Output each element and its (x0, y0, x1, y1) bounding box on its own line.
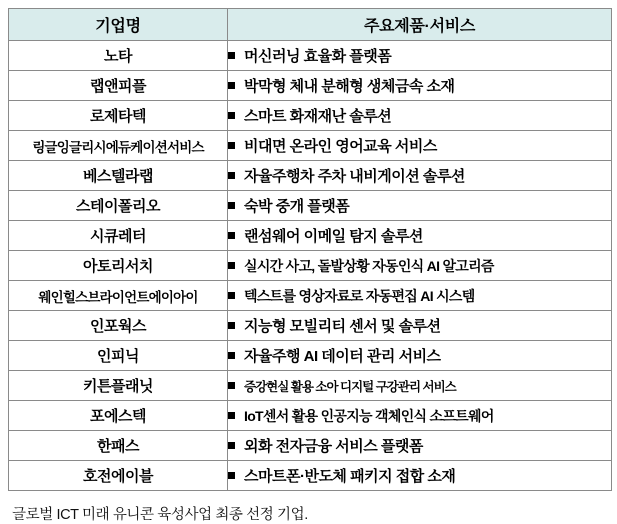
product-text: 외화 전자금융 서비스 플랫폼 (244, 438, 423, 455)
bullet-icon (228, 472, 235, 479)
bullet-icon (228, 112, 235, 119)
cell-product-service (228, 281, 612, 311)
product-text: 스마트폰·반도체 패키지 접합 소재 (244, 468, 456, 485)
cell-product-service (228, 311, 612, 341)
table-body (9, 41, 612, 491)
table-row (9, 161, 612, 191)
table-row (9, 41, 612, 71)
product-text: 비대면 온라인 영어교육 서비스 (244, 138, 437, 155)
cell-company-name: 키튼플래닛 (9, 371, 228, 401)
cell-product-service (228, 221, 612, 251)
cell-company-name: 시큐레터 (9, 221, 228, 251)
cell-product-service (228, 341, 612, 371)
table-row (9, 461, 612, 491)
cell-product-service (228, 41, 612, 71)
bullet-icon (228, 142, 235, 149)
product-text: 랜섬웨어 이메일 탐지 솔루션 (244, 228, 423, 245)
bullet-icon (228, 262, 235, 269)
bullet-icon (228, 352, 235, 359)
cell-company-name: 아토리서치 (9, 251, 228, 281)
bullet-icon (228, 292, 235, 299)
product-text: 박막형 체내 분해형 생체금속 소재 (244, 78, 455, 95)
cell-company-name: 웨인힐스브라이언트에이아이 (9, 281, 228, 311)
table-row (9, 221, 612, 251)
cell-company-name: 인포웍스 (9, 311, 228, 341)
bullet-icon (228, 52, 235, 59)
table-row (9, 281, 612, 311)
table-head (9, 9, 612, 41)
cell-company-name: 호전에이블 (9, 461, 228, 491)
cell-product-service (228, 461, 612, 491)
product-text: 텍스트를 영상자료로 자동편집 AI 시스템 (244, 287, 475, 304)
table-row (9, 371, 612, 401)
cell-product-service (228, 161, 612, 191)
table-row (9, 191, 612, 221)
table-header-row (9, 9, 612, 41)
bullet-icon (228, 442, 235, 449)
table-row (9, 311, 612, 341)
column-header-main-products: 주요제품·서비스 (228, 9, 612, 41)
cell-company-name: 노타 (9, 41, 228, 71)
table-row (9, 71, 612, 101)
product-text: 숙박 중개 플랫폼 (244, 198, 350, 215)
table-row (9, 401, 612, 431)
bullet-icon (228, 172, 235, 179)
bullet-icon (228, 232, 235, 239)
bullet-icon (228, 412, 235, 419)
product-text: 자율주행 AI 데이터 관리 서비스 (244, 348, 441, 365)
bullet-icon (228, 322, 235, 329)
cell-company-name: 한패스 (9, 431, 228, 461)
product-text: 실시간 사고, 돌발상황 자동인식 AI 알고리즘 (244, 257, 494, 274)
table-row (9, 131, 612, 161)
product-text: 지능형 모빌리티 센서 및 솔루션 (244, 318, 441, 335)
column-header-company-name: 기업명 (9, 9, 228, 41)
cell-company-name: 포에스텍 (9, 401, 228, 431)
table-caption: 글로벌 ICT 미래 유니콘 육성사업 최종 선정 기업. (12, 507, 308, 523)
bullet-icon (228, 382, 235, 389)
table-row (9, 431, 612, 461)
product-text: 자율주행차 주차 내비게이션 솔루션 (244, 168, 465, 185)
cell-company-name: 스테이폴리오 (9, 191, 228, 221)
product-text: 증강현실 활용 소아 디지털 구강관리 서비스 (244, 379, 456, 394)
cell-company-name: 인피닉 (9, 341, 228, 371)
table-row (9, 251, 612, 281)
cell-product-service (228, 101, 612, 131)
cell-company-name: 랩앤피플 (9, 71, 228, 101)
table-row (9, 341, 612, 371)
cell-company-name: 베스텔라랩 (9, 161, 228, 191)
bullet-icon (228, 82, 235, 89)
cell-product-service (228, 191, 612, 221)
cell-product-service (228, 251, 612, 281)
cell-company-name: 로제타텍 (9, 101, 228, 131)
companies-table (8, 8, 612, 491)
cell-product-service (228, 431, 612, 461)
product-text: IoT센서 활용 인공지능 객체인식 소프트웨어 (244, 407, 494, 424)
cell-product-service (228, 401, 612, 431)
cell-product-service (228, 71, 612, 101)
cell-product-service (228, 131, 612, 161)
product-text: 머신러닝 효율화 플랫폼 (244, 48, 392, 65)
table-row (9, 101, 612, 131)
bullet-icon (228, 202, 235, 209)
cell-product-service (228, 371, 612, 401)
cell-company-name: 링글잉글리시에듀케이션서비스 (9, 131, 228, 161)
product-text: 스마트 화재재난 솔루션 (244, 108, 392, 125)
